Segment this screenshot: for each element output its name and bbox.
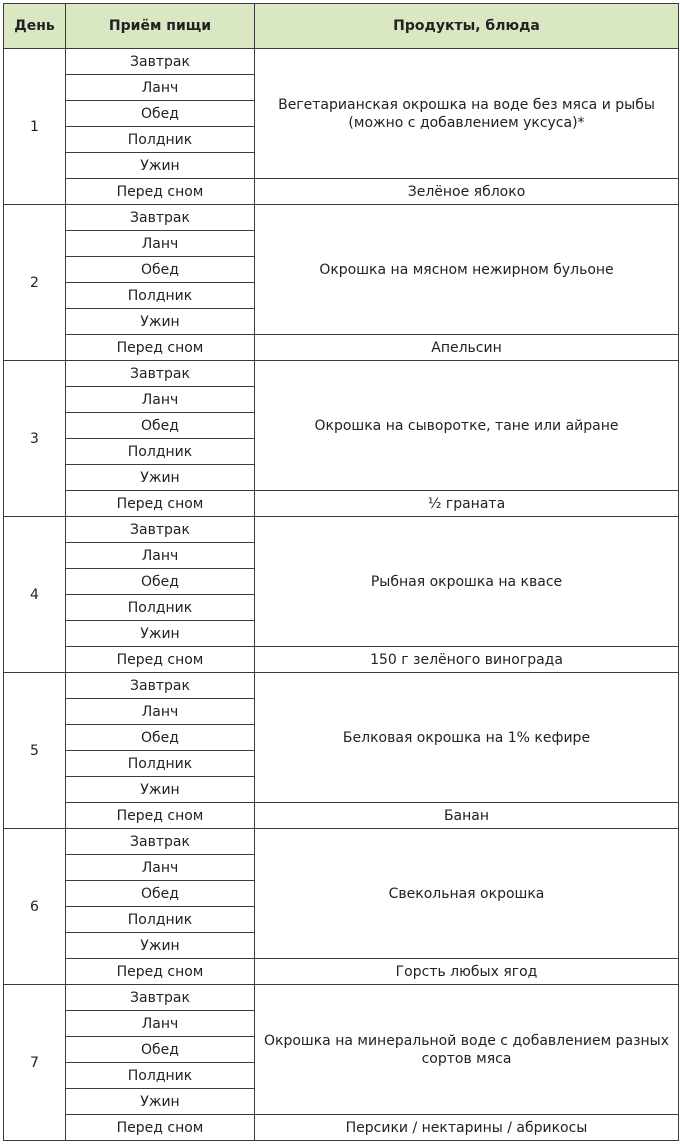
diet-table [3,3,679,1141]
meal-name: Ланч [66,231,255,257]
day-number: 3 [4,361,66,517]
table-row [4,179,679,205]
meal-name: Обед [66,881,255,907]
table-body [4,49,679,1141]
main-dish: Рыбная окрошка на квасе [255,517,679,647]
meal-name: Перед сном [66,179,255,205]
day-number: 4 [4,517,66,673]
table-row [4,517,679,543]
meal-name: Ужин [66,153,255,179]
meal-name: Ланч [66,387,255,413]
meal-name: Полдник [66,439,255,465]
day-number: 7 [4,985,66,1141]
meal-name: Перед сном [66,491,255,517]
bedtime-food: ½ граната [255,491,679,517]
meal-name: Обед [66,257,255,283]
meal-name: Перед сном [66,1115,255,1141]
meal-name: Ужин [66,1089,255,1115]
table-row [4,49,679,75]
bedtime-food: Горсть любых ягод [255,959,679,985]
meal-name: Полдник [66,283,255,309]
table-row [4,361,679,387]
bedtime-food: Банан [255,803,679,829]
header-day: День [4,4,66,49]
meal-name: Полдник [66,127,255,153]
meal-name: Полдник [66,1063,255,1089]
meal-name: Ланч [66,543,255,569]
table-row [4,335,679,361]
main-dish: Окрошка на минеральной воде с добавлением разных сортов мяса [255,985,679,1115]
meal-name: Ланч [66,1011,255,1037]
meal-name: Завтрак [66,49,255,75]
meal-name: Завтрак [66,517,255,543]
day-number: 1 [4,49,66,205]
meal-name: Перед сном [66,959,255,985]
day-number: 2 [4,205,66,361]
main-dish: Окрошка на мясном нежирном бульоне [255,205,679,335]
bedtime-food: Апельсин [255,335,679,361]
table-row [4,1115,679,1141]
table-row [4,205,679,231]
meal-name: Ужин [66,309,255,335]
meal-name: Завтрак [66,361,255,387]
meal-name: Обед [66,413,255,439]
meal-name: Завтрак [66,829,255,855]
table-row [4,803,679,829]
meal-name: Полдник [66,751,255,777]
meal-name: Ужин [66,621,255,647]
table-row [4,985,679,1011]
table-row [4,647,679,673]
bedtime-food: Персики / нектарины / абрикосы [255,1115,679,1141]
meal-name: Завтрак [66,205,255,231]
meal-name: Ланч [66,75,255,101]
meal-name: Обед [66,101,255,127]
meal-name: Перед сном [66,803,255,829]
day-number: 6 [4,829,66,985]
table-row [4,959,679,985]
main-dish: Окрошка на сыворотке, тане или айране [255,361,679,491]
main-dish: Белковая окрошка на 1% кефире [255,673,679,803]
main-dish: Вегетарианская окрошка на воде без мяса и рыбы (можно с добавлением уксуса)* [255,49,679,179]
header-food: Продукты, блюда [255,4,679,49]
meal-name: Ланч [66,855,255,881]
meal-name: Полдник [66,595,255,621]
table-row [4,491,679,517]
main-dish: Свекольная окрошка [255,829,679,959]
meal-name: Ланч [66,699,255,725]
table-row [4,673,679,699]
header-meal: Приём пищи [66,4,255,49]
meal-name: Ужин [66,777,255,803]
meal-name: Обед [66,1037,255,1063]
bedtime-food: 150 г зелёного винограда [255,647,679,673]
meal-name: Обед [66,569,255,595]
meal-name: Перед сном [66,335,255,361]
meal-name: Ужин [66,933,255,959]
meal-name: Перед сном [66,647,255,673]
day-number: 5 [4,673,66,829]
meal-name: Полдник [66,907,255,933]
table-row [4,829,679,855]
header-row [4,4,679,49]
meal-name: Завтрак [66,985,255,1011]
meal-name: Обед [66,725,255,751]
meal-name: Завтрак [66,673,255,699]
bedtime-food: Зелёное яблоко [255,179,679,205]
meal-name: Ужин [66,465,255,491]
